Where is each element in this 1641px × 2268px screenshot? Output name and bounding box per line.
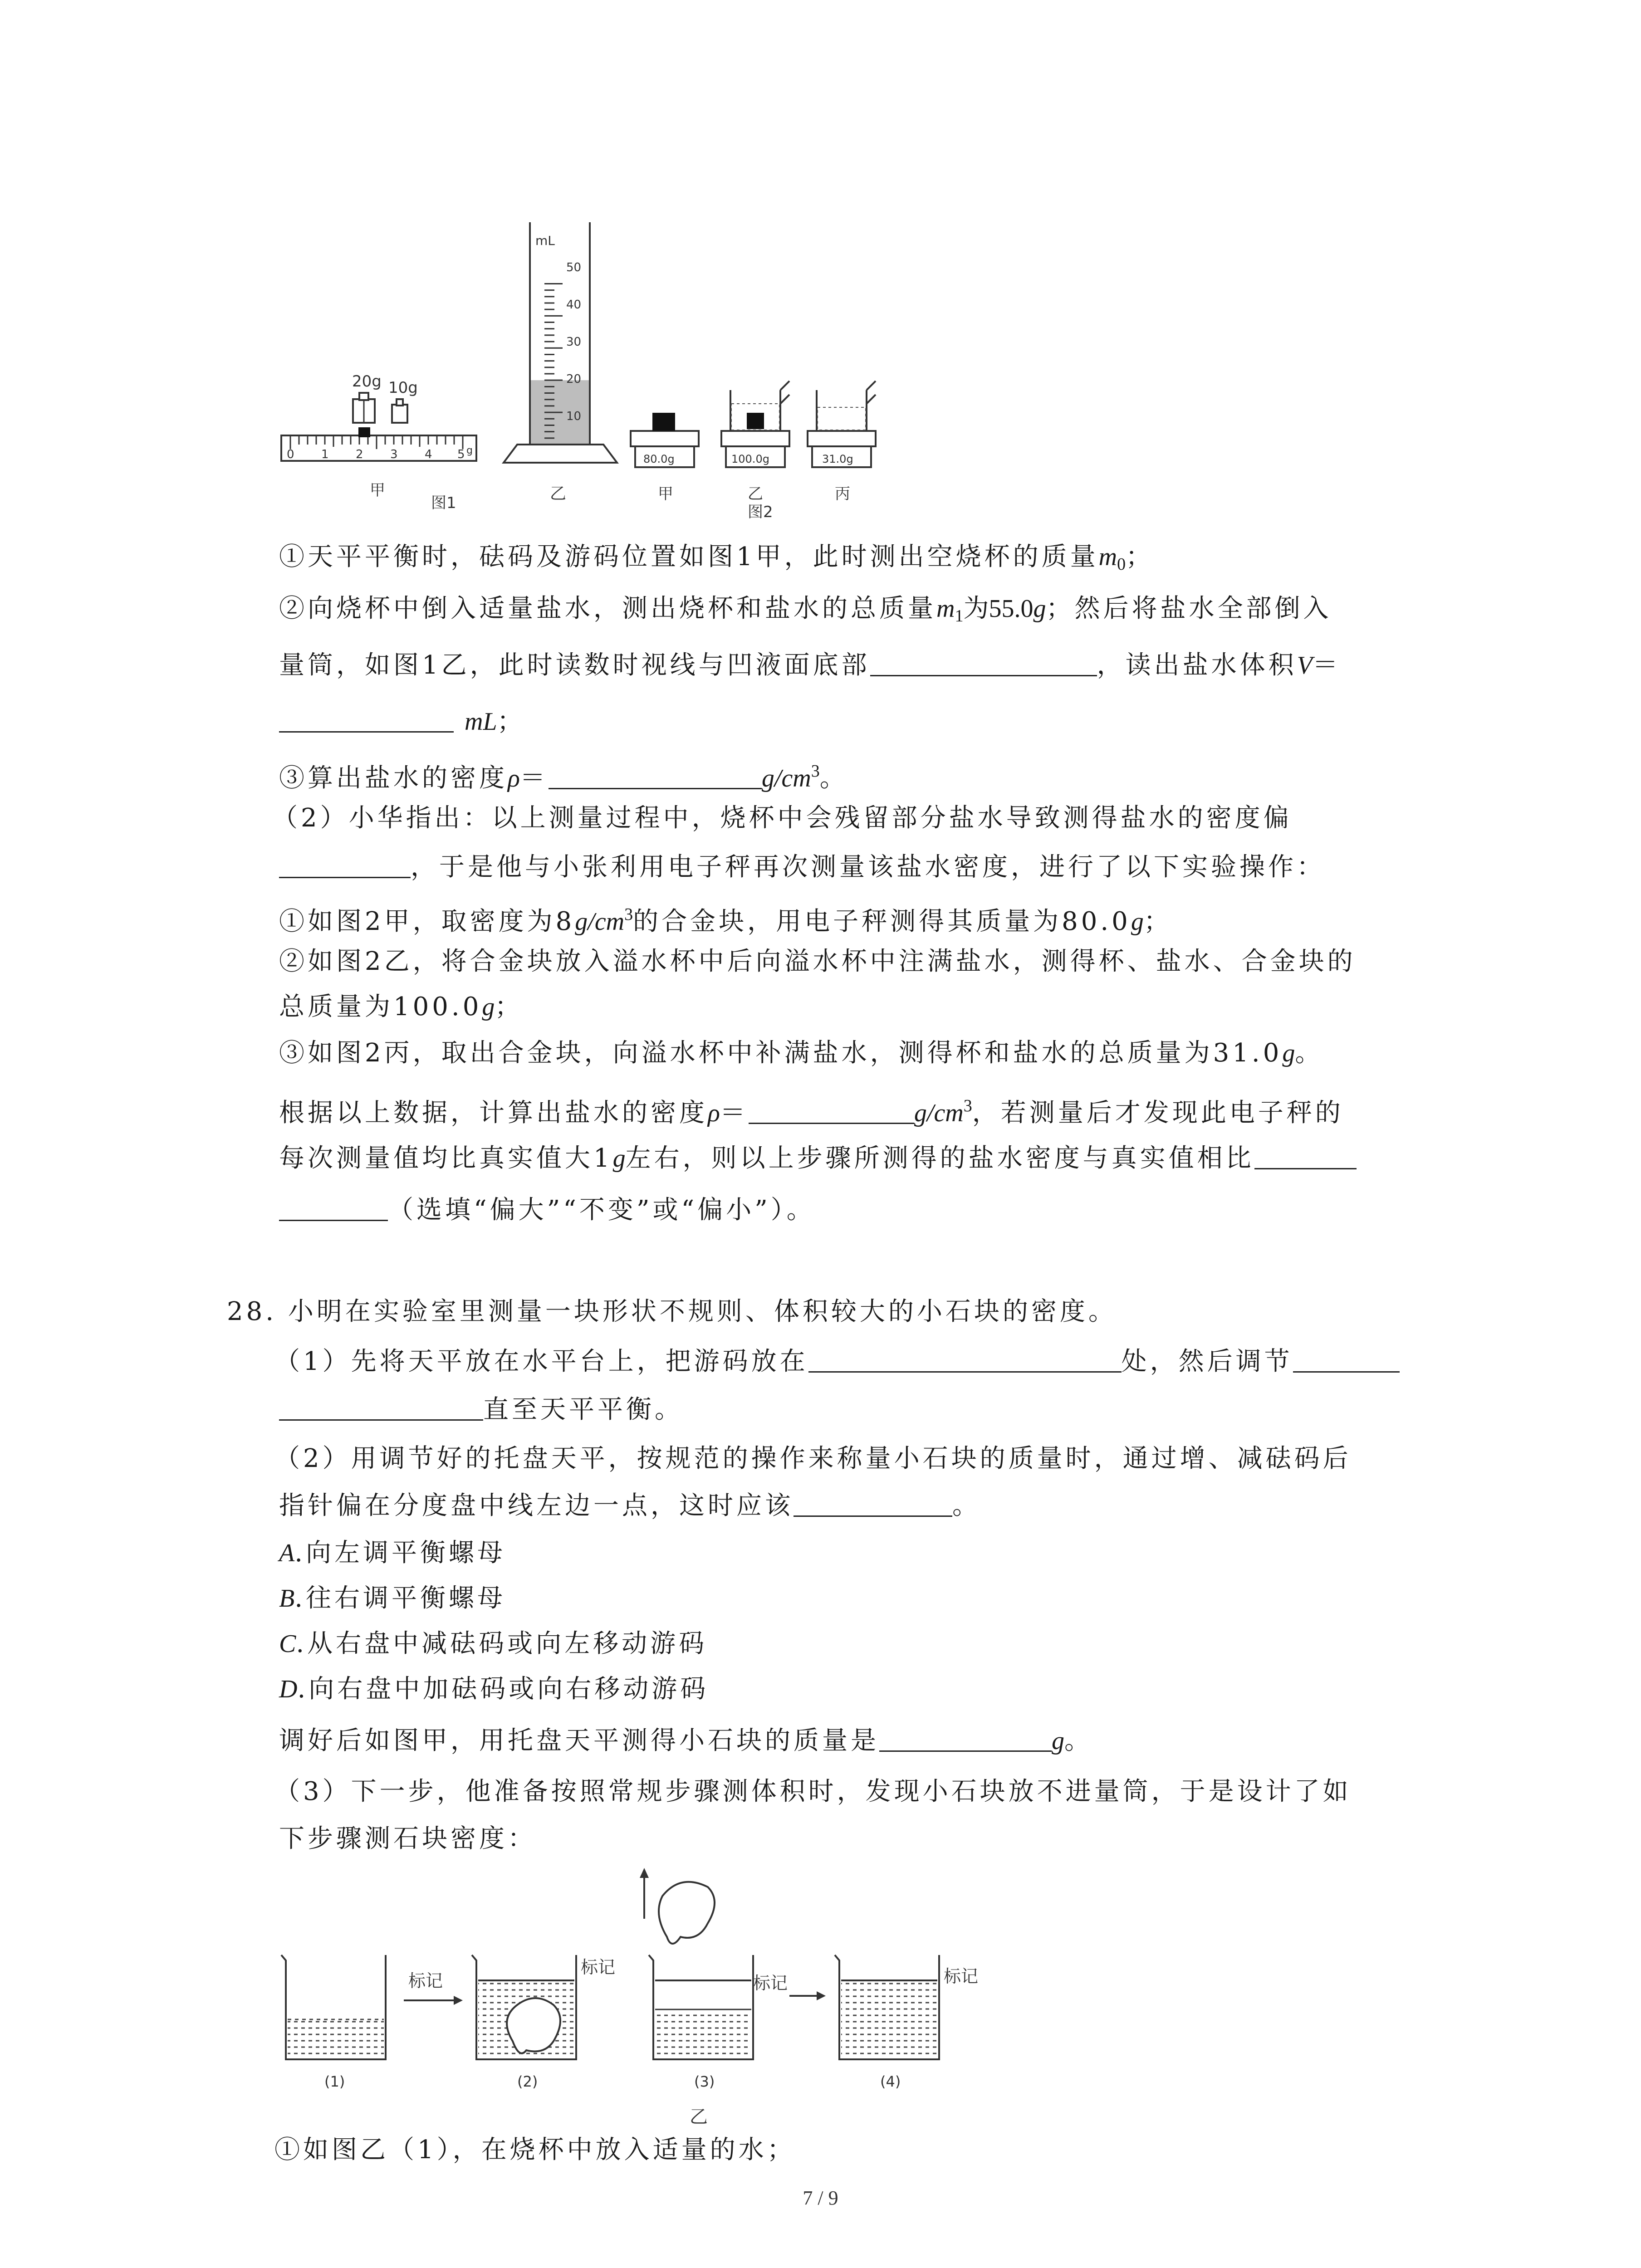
q28-title: 28. 小明在实验室里测量一块形状不规则、体积较大的小石块的密度。	[227, 1297, 1117, 1326]
cyl-tick-20: 20	[566, 372, 582, 386]
ruler-tick-4: 4	[425, 448, 432, 461]
beaker4-mark: 标记	[944, 1966, 979, 1986]
answer-blank-density-1[interactable]	[549, 762, 762, 789]
weight-10g	[392, 399, 407, 423]
scale-c-reading: 31.0g	[822, 453, 853, 465]
fig1-yi-cylinder	[504, 222, 617, 503]
q28-part2-line2: 指针偏在分度盘中线左边一点，这时应该 。	[279, 1488, 981, 1524]
fig2-bing-scale	[808, 381, 876, 503]
ruler-tick-5: 5	[457, 448, 465, 461]
ruler-tick-3: 3	[390, 448, 398, 461]
beaker-label-3: (3)	[694, 2073, 715, 2090]
fig1-jia-ruler	[281, 372, 476, 512]
beaker-label-4: (4)	[880, 2073, 901, 2090]
weight-20g-label: 20g	[352, 372, 382, 391]
fig1-label-jia: 甲	[370, 481, 385, 499]
weight-20g	[353, 393, 375, 423]
q28-part1-line2: 直至天平平衡。	[279, 1392, 683, 1428]
beaker-label-1: (1)	[324, 2073, 345, 2090]
ruler-tick-2: 2	[356, 448, 363, 461]
answer-blank-bias[interactable]	[279, 850, 411, 878]
q27-step1: ①天平平衡时，砝码及游码位置如图1甲，此时测出空烧杯的质量$m_0$；	[279, 542, 1155, 574]
beaker-4	[835, 1955, 978, 2090]
beaker-label-2: (2)	[517, 2073, 538, 2090]
ruler-unit: g	[466, 445, 473, 456]
q28-mass-line: 调好后如图甲，用托盘天平测得小石块的质量是 g。	[279, 1723, 1093, 1759]
cylinder-unit: mL	[535, 233, 555, 248]
answer-blank-stone-mass[interactable]	[879, 1724, 1052, 1752]
fig2-label-yi: 乙	[748, 485, 763, 503]
arrow-mark-2: 标记	[753, 1973, 788, 1993]
answer-blank-sightline[interactable]	[870, 649, 1097, 676]
figure3-caption: 乙	[690, 2107, 708, 2127]
fig2-caption: 图2	[748, 503, 773, 521]
answer-blank-compare-a[interactable]	[1254, 1142, 1357, 1169]
q28-option-c: C.从右盘中减砝码或向左移动游码	[279, 1629, 708, 1658]
q27-step2-line2: 量筒，如图1乙，此时读数时视线与凹液面底部 ，读出盐水体积V＝	[279, 647, 1341, 684]
q27-part2-line2: ，于是他与小张利用电子秤再次测量该盐水密度，进行了以下实验操作：	[279, 849, 1325, 885]
fig2-jia-scale	[631, 413, 699, 503]
scale-a-reading: 80.0g	[643, 453, 675, 465]
q27-step2-line3: mL；	[279, 704, 526, 740]
arrow-mark-1: 标记	[408, 1971, 443, 1991]
q27-part2-step1: ①如图2甲，取密度为$8g/cm^3$的合金块，用电子秤测得其质量为80.0g；	[279, 905, 1172, 936]
ruler-tick-0: 0	[287, 448, 294, 461]
figure-beakers	[272, 1860, 1043, 2132]
beaker-1	[281, 1955, 386, 2090]
beaker-2	[472, 1955, 615, 2090]
answer-blank-adjust-b[interactable]	[279, 1393, 483, 1421]
beaker2-mark: 标记	[581, 1957, 616, 1977]
q27-part2-step2-line2: 总质量为100.0g；	[279, 992, 524, 1022]
cyl-tick-40: 40	[566, 298, 582, 312]
q28-part2-line1: （2）用调节好的托盘天平，按规范的操作来称量小石块的质量时，通过增、减砝码后	[274, 1444, 1352, 1473]
q27-part2-step2-line1: ②如图2乙，将合金块放入溢水杯中后向溢水杯中注满盐水，测得杯、盐水、合金块的	[279, 947, 1356, 976]
figure-1-2	[272, 218, 907, 544]
q27-part2-step3: ③如图2丙，取出合金块，向溢水杯中补满盐水，测得杯和盐水的总质量为31.0g。	[279, 1038, 1324, 1068]
q28-part1-line1: （1）先将天平放在水平台上，把游码放在 处，然后调节	[274, 1344, 1400, 1380]
rider	[358, 427, 370, 437]
ruler-tick-1: 1	[321, 448, 329, 461]
fig2-label-jia: 甲	[658, 485, 673, 503]
answer-blank-volume[interactable]	[279, 705, 454, 733]
cyl-tick-30: 30	[566, 335, 582, 349]
answer-blank-adjust-a[interactable]	[1293, 1345, 1400, 1373]
q27-part2-calc-line3: （选填“偏大”“不变”或“偏小”）。	[279, 1192, 815, 1228]
q28-step1: ①如图乙（1），在烧杯中放入适量的水；	[274, 2135, 796, 2165]
q28-option-b: B.往右调平衡螺母	[279, 1584, 506, 1613]
cyl-tick-50: 50	[566, 261, 582, 274]
fig1-caption: 图1	[431, 494, 456, 512]
q27-step3: ③算出盐水的密度$\rho= g/cm^3$。	[279, 762, 848, 793]
q27-part2-line1: （2）小华指出：以上测量过程中，烧杯中会残留部分盐水导致测得盐水的密度偏	[272, 803, 1292, 833]
beaker-3	[640, 1868, 753, 2127]
fig2-yi-scale	[721, 381, 789, 521]
answer-blank-choice[interactable]	[794, 1489, 952, 1517]
q27-part2-calc-line2: 每次测量值均比真实值大1g左右，则以上步骤所测得的盐水密度与真实值相比	[279, 1140, 1357, 1177]
q28-option-d: D.向右盘中加砝码或向右移动游码	[279, 1674, 709, 1704]
answer-blank-density-2[interactable]	[749, 1096, 914, 1124]
weight-10g-label: 10g	[388, 379, 418, 397]
answer-blank-compare-b[interactable]	[279, 1193, 388, 1221]
fig1-label-yi: 乙	[550, 484, 567, 503]
q28-option-a: A.向左调平衡螺母	[279, 1538, 506, 1568]
page-number: 7 / 9	[803, 2187, 838, 2209]
q28-part3-line2: 下步骤测石块密度：	[279, 1824, 536, 1853]
q28-part3-line1: （3）下一步，他准备按照常规步骤测体积时，发现小石块放不进量筒，于是设计了如	[274, 1777, 1352, 1806]
q27-step2-line1: ②向烧杯中倒入适量盐水，测出烧杯和盐水的总质量$m_1$为55.0g；然后将盐水全部倒入	[279, 594, 1332, 626]
cyl-tick-10: 10	[566, 410, 582, 423]
fig2-label-bing: 丙	[835, 485, 850, 503]
stone-lifted-icon	[659, 1882, 715, 1944]
scale-b-reading: 100.0g	[731, 453, 769, 465]
q27-part2-calc-line1: 根据以上数据，计算出盐水的密度$\rho= g/cm^3$，若测量后才发现此电子秤的	[279, 1096, 1344, 1128]
answer-blank-rider-position[interactable]	[808, 1345, 1122, 1373]
